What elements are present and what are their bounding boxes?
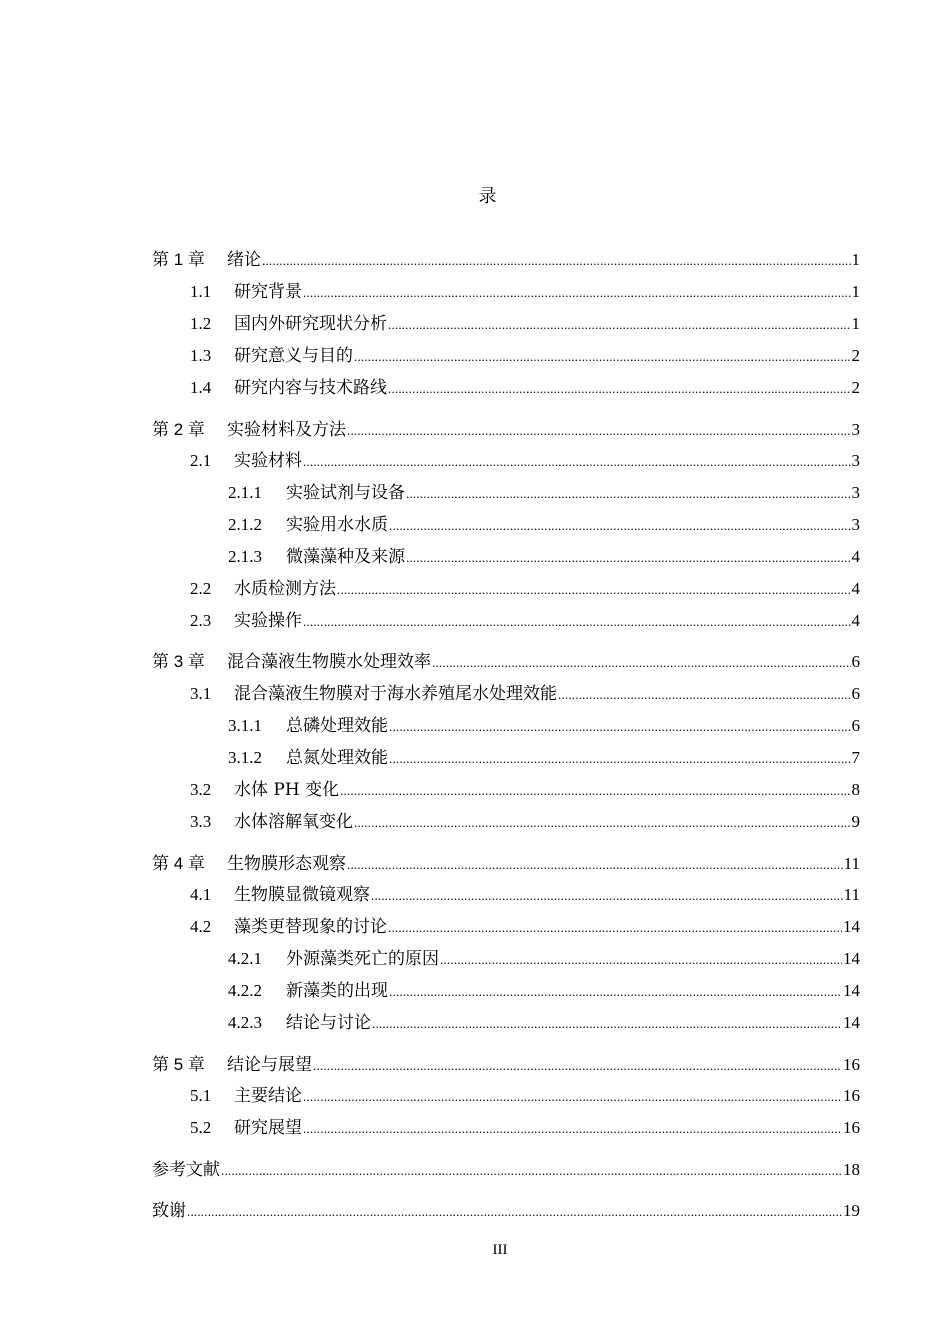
toc-entry[interactable] — [190, 778, 860, 802]
toc-entry-number: 4.2.3 — [228, 1013, 262, 1032]
toc-entry-page: 2 — [851, 378, 860, 397]
toc-entry[interactable] — [228, 979, 860, 1003]
toc-entry[interactable] — [228, 545, 860, 569]
toc-entry-number: 第 3 章 — [152, 652, 205, 671]
toc-entry[interactable] — [228, 947, 860, 971]
dot-leader — [347, 419, 851, 443]
toc-entry[interactable] — [152, 1158, 860, 1182]
dot-leader — [389, 715, 851, 739]
toc-entry-number: 4.2.1 — [228, 949, 262, 968]
dot-leader — [372, 1012, 842, 1036]
toc-entry[interactable] — [190, 376, 860, 400]
toc-entry[interactable] — [190, 344, 860, 368]
dot-leader — [354, 345, 851, 369]
toc-title: 录 — [478, 186, 497, 206]
toc-entry-title: 参考文献 — [152, 1160, 220, 1179]
toc-entry-title: 生物膜显微镜观察 — [234, 885, 370, 905]
toc-entry-title: 混合藻液生物膜水处理效率 — [227, 652, 431, 671]
toc-entry[interactable] — [190, 577, 860, 601]
toc-entry[interactable] — [152, 1199, 860, 1223]
dot-leader — [303, 450, 851, 474]
toc-entry-page: 14 — [843, 981, 860, 1000]
toc-entry[interactable] — [152, 418, 860, 442]
toc-entry-page: 14 — [843, 917, 860, 936]
toc-entry-title: 水体 PH 变化 — [234, 780, 340, 800]
toc-entry-title: 新藻类的出现 — [286, 981, 388, 1001]
toc-entry[interactable] — [190, 1116, 860, 1140]
toc-entry-page: 1 — [851, 282, 860, 301]
toc-entry-page: 7 — [851, 748, 860, 767]
dot-leader — [371, 884, 843, 908]
toc-entry-number: 1.4 — [190, 378, 212, 397]
toc-entry-number: 3.1 — [190, 684, 212, 703]
toc-entry[interactable] — [190, 280, 860, 304]
toc-entry-title: 藻类更替现象的讨论 — [234, 917, 387, 937]
toc-entry-page: 9 — [851, 812, 860, 831]
toc-entry-title: 实验试剂与设备 — [286, 483, 405, 503]
toc-entry-number: 5.1 — [190, 1086, 212, 1105]
toc-entry-title: 实验用水水质 — [286, 515, 388, 535]
dot-leader — [389, 747, 851, 771]
toc-entry-title: 研究背景 — [234, 282, 302, 302]
toc-entry-number: 2.1 — [190, 451, 212, 470]
toc-entry[interactable] — [228, 714, 860, 738]
toc-entry[interactable] — [190, 883, 860, 907]
toc-entry-page: 1 — [851, 314, 860, 333]
dot-leader — [388, 377, 851, 401]
toc-entry[interactable] — [152, 1053, 860, 1077]
dot-leader — [389, 980, 842, 1004]
toc-entry-title: 国内外研究现状分析 — [234, 314, 387, 334]
toc-entry-page: 1 — [851, 250, 860, 269]
toc-entry-page: 14 — [843, 1013, 860, 1032]
toc-entry-page: 4 — [851, 579, 860, 598]
toc-entry-number: 3.1.2 — [228, 748, 262, 767]
toc-entry[interactable] — [190, 1084, 860, 1108]
toc-entry[interactable] — [152, 852, 860, 876]
toc-entry[interactable] — [228, 481, 860, 505]
dot-leader — [303, 1117, 842, 1141]
toc-entry-number: 第 4 章 — [152, 854, 205, 873]
toc-entry-page: 16 — [843, 1055, 860, 1074]
toc-entry-page: 16 — [843, 1086, 860, 1105]
toc-entry-title: 水体溶解氧变化 — [234, 812, 353, 832]
toc-entry-number: 1.3 — [190, 346, 212, 365]
toc-entry-title: 混合藻液生物膜对于海水养殖尾水处理效能 — [234, 684, 557, 704]
toc-entry-number: 1.2 — [190, 314, 212, 333]
dot-leader — [388, 313, 851, 337]
dot-leader — [303, 1085, 842, 1109]
toc-entry-page: 2 — [851, 346, 860, 365]
toc-entry-page: 3 — [851, 515, 860, 534]
toc-entry-title: 主要结论 — [234, 1086, 302, 1106]
toc-entry-page: 18 — [843, 1160, 860, 1179]
toc-entry-title: 研究意义与目的 — [234, 346, 353, 366]
toc-entry[interactable] — [190, 810, 860, 834]
toc-entry-title: 实验材料 — [234, 451, 302, 471]
toc-entry-page: 4 — [851, 611, 860, 630]
toc-entry-number: 5.2 — [190, 1118, 212, 1137]
dot-leader — [187, 1200, 842, 1224]
dot-leader — [340, 779, 850, 803]
dot-leader — [337, 578, 851, 602]
toc-entry-page: 14 — [843, 949, 860, 968]
toc-entry[interactable] — [152, 248, 860, 272]
toc-entry-title: 绪论 — [227, 250, 261, 269]
toc-entry-title: 外源藻类死亡的原因 — [286, 949, 439, 969]
toc-entry-number: 4.1 — [190, 885, 212, 904]
dot-leader — [262, 249, 851, 273]
toc-entry-title: 实验材料及方法 — [227, 420, 346, 439]
toc-entry-page: 16 — [843, 1118, 860, 1137]
toc-entry-page: 8 — [851, 780, 860, 799]
toc-entry[interactable] — [190, 915, 860, 939]
toc-entry-page: 4 — [851, 547, 860, 566]
toc-entry-title: 总磷处理效能 — [286, 716, 388, 736]
toc-entry-page: 3 — [851, 420, 860, 439]
toc-entry-number: 2.3 — [190, 611, 212, 630]
toc-entry-title: 水质检测方法 — [234, 579, 336, 599]
toc-entry[interactable] — [190, 682, 860, 706]
toc-entry-title: 实验操作 — [234, 611, 302, 631]
toc-entry-number: 4.2 — [190, 917, 212, 936]
dot-leader — [440, 948, 842, 972]
dot-leader — [303, 281, 851, 305]
page-number: III — [492, 1242, 508, 1258]
toc-entry-title: 结论与展望 — [227, 1055, 312, 1074]
dot-leader — [303, 610, 851, 634]
toc-entry-number: 4.2.2 — [228, 981, 262, 1000]
dot-leader — [432, 651, 851, 675]
dot-leader — [406, 482, 851, 506]
toc-entry-title: 总氮处理效能 — [286, 748, 388, 768]
toc-entry-page: 19 — [843, 1201, 860, 1220]
dot-leader — [354, 811, 851, 835]
dot-leader — [388, 916, 842, 940]
dot-leader — [406, 546, 851, 570]
toc-entry-number: 第 5 章 — [152, 1055, 205, 1074]
toc-entry-title: 生物膜形态观察 — [227, 854, 346, 873]
toc-entry-title: 致谢 — [152, 1201, 186, 1220]
toc-entry-page: 11 — [843, 885, 860, 904]
toc-entry-title: 研究内容与技术路线 — [234, 378, 387, 398]
toc-entry-number: 3.3 — [190, 812, 212, 831]
dot-leader — [558, 683, 851, 707]
toc-entry[interactable] — [190, 449, 860, 473]
toc-entry-title: 结论与讨论 — [286, 1013, 371, 1033]
toc-entry-title: 研究展望 — [234, 1118, 302, 1138]
toc-entry[interactable] — [228, 513, 860, 537]
toc-entry-page: 11 — [843, 854, 860, 873]
toc-entry[interactable] — [228, 1011, 860, 1035]
toc-entry[interactable] — [190, 609, 860, 633]
toc-entry-number: 第 1 章 — [152, 250, 205, 269]
toc-entry-page: 6 — [851, 684, 860, 703]
toc-entry-title: 微藻藻种及来源 — [286, 547, 405, 567]
toc-entry-number: 2.1.3 — [228, 547, 262, 566]
dot-leader — [313, 1054, 842, 1078]
dot-leader — [347, 853, 843, 877]
toc-entry-page: 6 — [851, 716, 860, 735]
toc-entry-page: 3 — [851, 451, 860, 470]
toc-entry-number: 3.2 — [190, 780, 212, 799]
toc-entry[interactable] — [152, 650, 860, 674]
dot-leader — [389, 514, 851, 538]
toc-entry-number: 第 2 章 — [152, 420, 205, 439]
toc-entry-number: 2.1.2 — [228, 515, 262, 534]
toc-entry-number: 3.1.1 — [228, 716, 262, 735]
toc-entry-number: 2.2 — [190, 579, 212, 598]
toc-entry-page: 3 — [851, 483, 860, 502]
toc-entry[interactable] — [228, 746, 860, 770]
dot-leader — [221, 1159, 842, 1183]
toc-entry-page: 6 — [851, 652, 860, 671]
toc-entry-number: 1.1 — [190, 282, 212, 301]
toc-entry-number: 2.1.1 — [228, 483, 262, 502]
toc-entry[interactable] — [190, 312, 860, 336]
